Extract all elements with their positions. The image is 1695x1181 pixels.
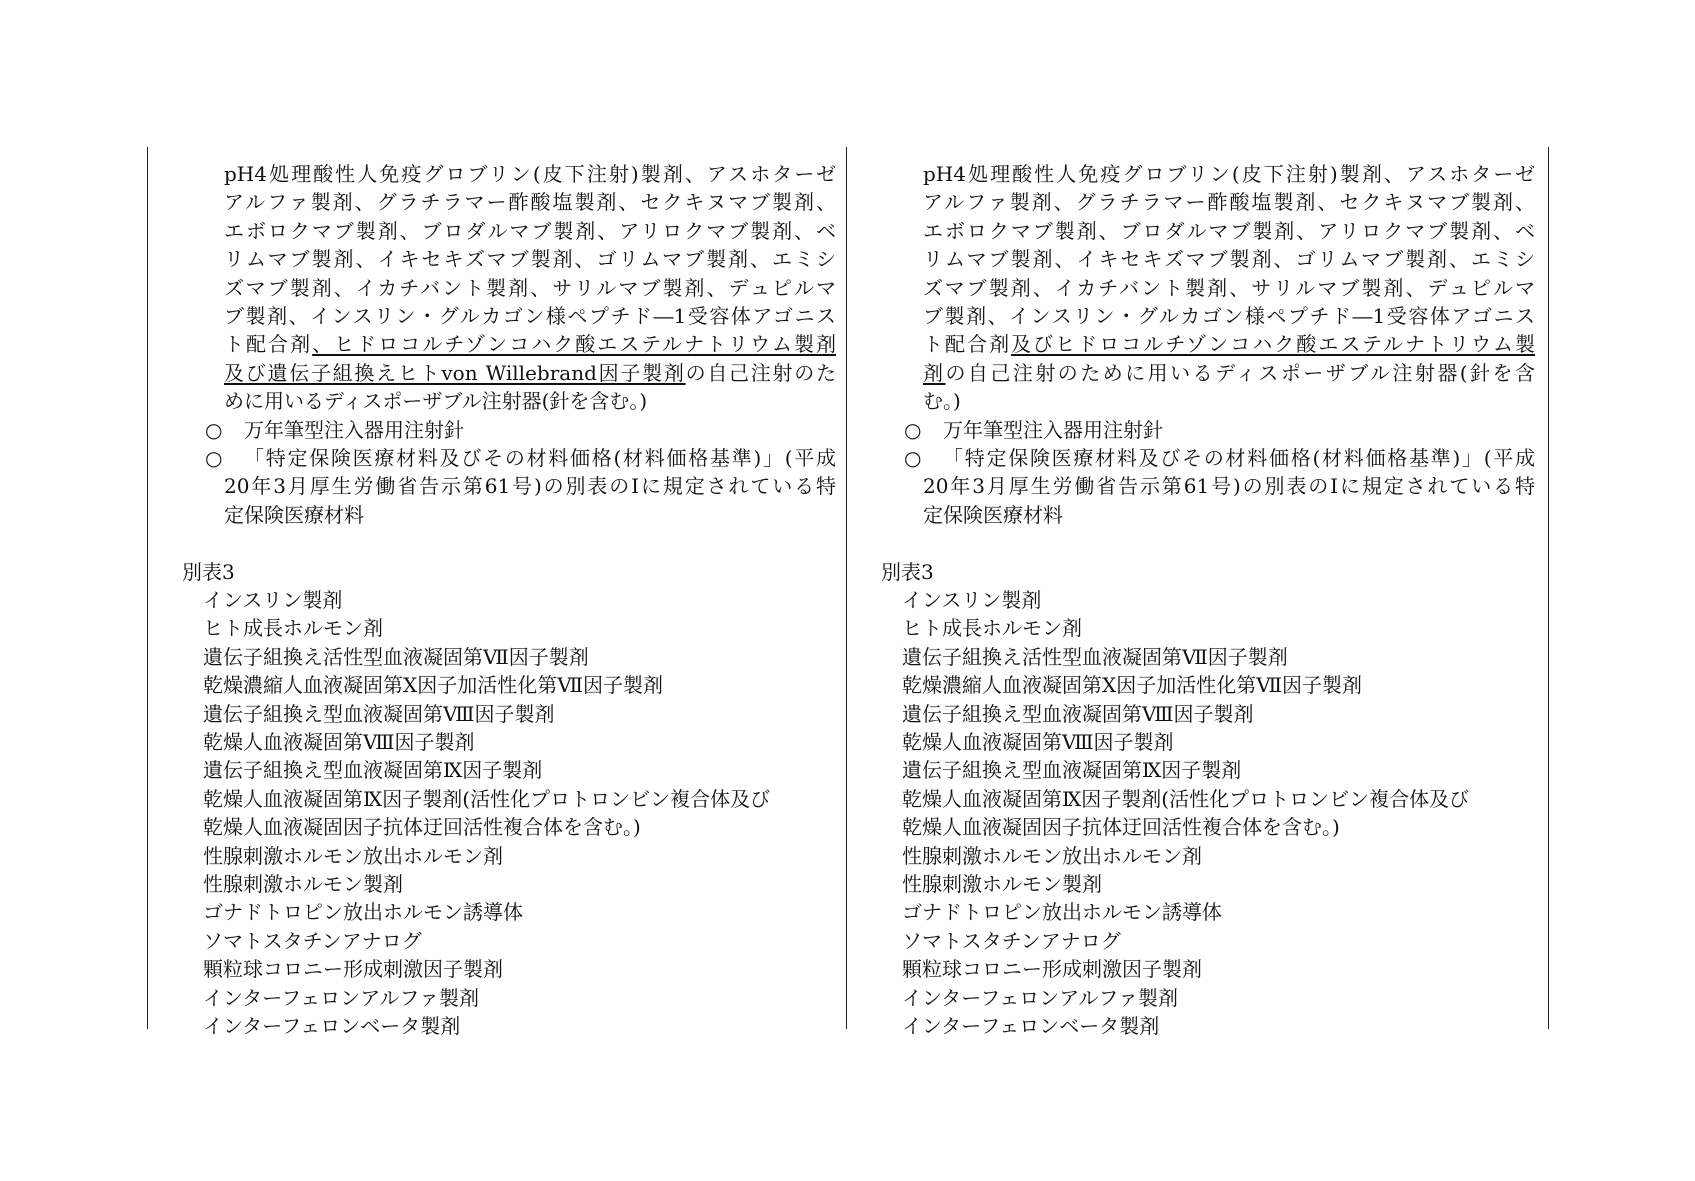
text-segment: インスリン製剤 xyxy=(203,588,343,612)
text-segment: 性腺刺激ホルモン放出ホルモン剤 xyxy=(203,843,503,868)
list-item xyxy=(902,643,1288,671)
paragraph-line xyxy=(923,359,1535,387)
text-segment: 乾燥濃縮人血液凝固第Ⅹ因子加活性化第Ⅶ因子製剤 xyxy=(203,673,664,698)
text-segment: インターフェロンアルファ製剤 xyxy=(203,985,479,1010)
text-segment: 定保険医療材料 xyxy=(923,502,1063,527)
paragraph-line xyxy=(224,501,364,529)
list-item xyxy=(203,728,475,756)
text-segment: ゴナドトロピン放出ホルモン誘導体 xyxy=(203,900,523,925)
text-segment: 遺伝子組換え活性型血液凝固第Ⅶ因子製剤 xyxy=(203,644,589,669)
list-item xyxy=(203,643,589,671)
bullet-item-text xyxy=(244,416,464,444)
list-item xyxy=(902,842,1202,870)
text-segment: めに用いるディスポーザブル注射器(針を含む。) xyxy=(224,389,648,414)
amended-text: 剤 xyxy=(923,360,946,385)
text-segment: ト配合剤 xyxy=(923,332,1012,357)
text-segment: 別表3 xyxy=(182,559,235,584)
text-segment: の自己注射のために用いるディスポーザブル注射器(針を含 xyxy=(945,360,1535,385)
list-item xyxy=(902,927,1121,955)
paragraph-line xyxy=(224,302,836,330)
list-item xyxy=(203,927,422,955)
text-segment: む。) xyxy=(923,389,961,414)
paragraph-line xyxy=(224,472,836,500)
bullet-item-text xyxy=(943,444,1535,472)
paragraph-line xyxy=(224,359,836,387)
paragraph-line xyxy=(224,160,836,188)
text-segment: 性腺刺激ホルモン製剤 xyxy=(902,872,1102,896)
list-item xyxy=(902,984,1178,1012)
paragraph-line xyxy=(923,274,1535,302)
text-segment: インターフェロンベータ製剤 xyxy=(203,1014,461,1038)
list-item xyxy=(902,785,1469,813)
text-segment: アルファ製剤、グラチラマー酢酸塩製剤、セクキヌマブ製剤、 xyxy=(923,190,1535,215)
text-segment: インスリン製剤 xyxy=(902,588,1042,612)
left-border-line xyxy=(147,147,148,1029)
text-segment: 別表3 xyxy=(881,559,934,584)
text-segment: pH4処理酸性人免疫グロブリン(皮下注射)製剤、アスホターゼ xyxy=(224,162,836,186)
list-item xyxy=(203,671,663,699)
text-segment: 万年筆型注入器用注射針 xyxy=(943,417,1163,442)
paragraph-line xyxy=(224,245,836,273)
text-segment: ブ製剤、インスリン・グルカゴン様ペプチド―1受容体アゴニス xyxy=(224,304,836,328)
bullet-circle-icon: ○ xyxy=(205,446,223,470)
list-item xyxy=(203,586,342,614)
text-segment: 「特定保険医療材料及びその材料価格(材料価格基準)」(平成 xyxy=(943,446,1535,470)
list-item xyxy=(902,728,1174,756)
text-segment: リムマブ製剤、イキセキズマブ製剤、ゴリムマブ製剤、エミシ xyxy=(923,247,1535,272)
list-item xyxy=(203,785,770,813)
text-segment: ヒト成長ホルモン剤 xyxy=(902,616,1082,641)
text-segment: インターフェロンベータ製剤 xyxy=(902,1014,1160,1038)
text-segment: 乾燥人血液凝固因子抗体迂回活性複合体を含む。) xyxy=(902,815,1340,840)
text-segment: 乾燥人血液凝固第Ⅷ因子製剤 xyxy=(902,730,1174,754)
paragraph-line xyxy=(923,217,1535,245)
paragraph-line xyxy=(923,188,1535,216)
list-item xyxy=(203,955,503,983)
paragraph-line xyxy=(923,330,1535,358)
text-segment: 性腺刺激ホルモン放出ホルモン剤 xyxy=(902,843,1202,868)
text-segment: pH4処理酸性人免疫グロブリン(皮下注射)製剤、アスホターゼ xyxy=(923,162,1535,186)
section-heading xyxy=(881,558,934,586)
paragraph-line xyxy=(923,387,961,415)
list-item xyxy=(902,671,1362,699)
paragraph-line xyxy=(224,188,836,216)
list-item xyxy=(902,870,1102,898)
center-divider-line xyxy=(846,147,847,1029)
list-item xyxy=(902,700,1254,728)
list-item xyxy=(902,586,1041,614)
list-item xyxy=(203,870,403,898)
list-item xyxy=(902,898,1222,926)
list-item xyxy=(203,700,555,728)
text-segment: インターフェロンアルファ製剤 xyxy=(902,985,1178,1010)
list-item xyxy=(203,813,641,841)
list-item xyxy=(902,813,1340,841)
text-segment: 20年3月厚生労働省告示第61号)の別表のⅠに規定されている特 xyxy=(224,474,836,499)
paragraph-line xyxy=(923,501,1063,529)
text-segment: 乾燥人血液凝固第Ⅸ因子製剤(活性化プロトロンビン複合体及び xyxy=(203,786,771,811)
text-segment: 顆粒球コロニー形成刺激因子製剤 xyxy=(203,957,503,982)
text-segment: ト配合剤 xyxy=(224,332,313,357)
paragraph-line xyxy=(923,472,1535,500)
list-item xyxy=(203,984,479,1012)
text-segment: ズマブ製剤、イカチバント製剤、サリルマブ製剤、デュピルマ xyxy=(224,275,836,300)
amended-text: 、ヒドロコルチゾンコハク酸エステルナトリウム製剤 xyxy=(312,332,837,357)
paragraph-line xyxy=(224,387,647,415)
text-segment: 20年3月厚生労働省告示第61号)の別表のⅠに規定されている特 xyxy=(923,474,1535,499)
bullet-circle-icon: ○ xyxy=(904,417,922,442)
bullet-circle-icon: ○ xyxy=(904,446,922,470)
list-item xyxy=(203,842,503,870)
paragraph-line xyxy=(224,274,836,302)
list-item xyxy=(203,614,383,642)
text-segment: 遺伝子組換え活性型血液凝固第Ⅶ因子製剤 xyxy=(902,644,1288,669)
text-segment: 遺伝子組換え型血液凝固第Ⅷ因子製剤 xyxy=(203,701,555,726)
list-item xyxy=(902,1012,1159,1040)
text-segment: 乾燥人血液凝固因子抗体迂回活性複合体を含む。) xyxy=(203,815,641,840)
text-segment: 乾燥人血液凝固第Ⅷ因子製剤 xyxy=(203,730,475,754)
paragraph-line xyxy=(923,245,1535,273)
text-segment: 万年筆型注入器用注射針 xyxy=(244,417,464,442)
text-segment: ズマブ製剤、イカチバント製剤、サリルマブ製剤、デュピルマ xyxy=(923,275,1535,300)
text-segment: 遺伝子組換え型血液凝固第Ⅸ因子製剤 xyxy=(203,758,543,783)
list-item xyxy=(203,756,542,784)
text-segment: の自己注射のた xyxy=(685,360,837,385)
text-segment: 定保険医療材料 xyxy=(224,502,364,527)
text-segment: 遺伝子組換え型血液凝固第Ⅷ因子製剤 xyxy=(902,701,1254,726)
bullet-item-text xyxy=(244,444,836,472)
text-segment: ソマトスタチンアナログ xyxy=(902,928,1121,953)
section-heading xyxy=(182,558,235,586)
bullet-circle-icon: ○ xyxy=(205,417,223,442)
bullet-item-text xyxy=(943,416,1163,444)
amended-text: 及びヒドロコルチゾンコハク酸エステルナトリウム製 xyxy=(1011,332,1536,357)
text-segment: エボロクマブ製剤、ブロダルマブ製剤、アリロクマブ製剤、ベ xyxy=(923,218,1535,243)
text-segment: アルファ製剤、グラチラマー酢酸塩製剤、セクキヌマブ製剤、 xyxy=(224,190,836,215)
right-border-line xyxy=(1548,147,1549,1029)
text-segment: ヒト成長ホルモン剤 xyxy=(203,616,383,641)
paragraph-line xyxy=(224,217,836,245)
text-segment: 顆粒球コロニー形成刺激因子製剤 xyxy=(902,957,1202,982)
text-segment: ゴナドトロピン放出ホルモン誘導体 xyxy=(902,900,1222,925)
list-item xyxy=(902,955,1202,983)
text-segment: ソマトスタチンアナログ xyxy=(203,928,422,953)
list-item xyxy=(902,756,1241,784)
paragraph-line xyxy=(923,302,1535,330)
list-item xyxy=(203,898,523,926)
paragraph-line xyxy=(224,330,836,358)
text-segment: 「特定保険医療材料及びその材料価格(材料価格基準)」(平成 xyxy=(244,446,836,470)
text-segment: ブ製剤、インスリン・グルカゴン様ペプチド―1受容体アゴニス xyxy=(923,304,1535,328)
list-item xyxy=(203,1012,460,1040)
text-segment: 性腺刺激ホルモン製剤 xyxy=(203,872,403,896)
text-segment: 乾燥人血液凝固第Ⅸ因子製剤(活性化プロトロンビン複合体及び xyxy=(902,786,1470,811)
text-segment: 遺伝子組換え型血液凝固第Ⅸ因子製剤 xyxy=(902,758,1242,783)
text-segment: 乾燥濃縮人血液凝固第Ⅹ因子加活性化第Ⅶ因子製剤 xyxy=(902,673,1363,698)
paragraph-line xyxy=(923,160,1535,188)
amended-text: 及び遺伝子組換えヒトvon Willebrand因子製剤 xyxy=(224,360,686,385)
text-segment: エボロクマブ製剤、ブロダルマブ製剤、アリロクマブ製剤、ベ xyxy=(224,218,836,243)
list-item xyxy=(902,614,1082,642)
text-segment: リムマブ製剤、イキセキズマブ製剤、ゴリムマブ製剤、エミシ xyxy=(224,247,836,272)
